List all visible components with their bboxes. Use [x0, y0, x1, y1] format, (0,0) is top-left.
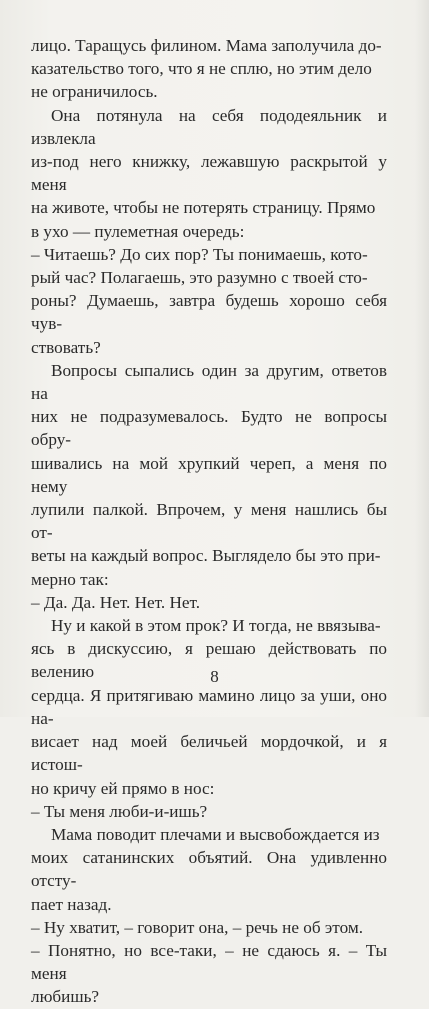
paragraph-7-dialogue: – Ты меня люби-и-ишь? — [31, 801, 208, 821]
paragraph-8: Мама поводит плечами и высвобождается из моих сатанинских объятий. Она удивленно отсту- пает назад. — [31, 824, 387, 914]
page-edge-shadow — [415, 0, 429, 717]
paragraph-9-dialogue: – Ну хватит, – говорит она, – речь не об этом. — [31, 917, 364, 937]
paragraph-10-dialogue: – Понятно, но все-таки, – не сдаюсь я. – Ты меня любишь? — [31, 940, 387, 1007]
paragraph-1: лицо. Таращусь филином. Мама заполучила до- казательство того, что я не сплю, но этим дело не ограничилось. — [31, 36, 382, 102]
page-body-text — [31, 34, 387, 1009]
paragraph-2: Она потянула на себя пододеяльник и извлекла из-под него книжку, лежавшую раскрытой у меня на животе, чтобы не потерять страницу. Прямо в ухо — пулеметная очередь: — [31, 105, 387, 241]
page-number: 8 — [210, 667, 219, 686]
paragraph-4: Вопросы сыпались один за другим, ответов на них не подразумевалось. Будто не вопросы обру- шивались на мой хрупкий череп, а меня по нему лупили палкой. Впрочем, у меня нашлись бы от- веты на каждый вопрос. Выглядело бы это при- мерно так: — [31, 360, 387, 589]
paragraph-6: Ну и какой в этом прок? И тогда, не ввязыва- ясь в дискуссию, я решаю действовать по велению сердца. Я притягиваю мамино лицо за уши, оно на- висает над моей беличьей мордочкой, и я истош- но кричу ей прямо в нос: — [31, 616, 387, 798]
paragraph-5-dialogue: – Да. Да. Нет. Нет. Нет. — [31, 592, 201, 612]
paragraph-3-dialogue: – Читаешь? До сих пор? Ты понимаешь, кото- рый час? Полагаешь, это разумно с твоей сто- роны? Думаешь, завтра будешь хорошо себя чув- ствовать? — [31, 244, 387, 357]
